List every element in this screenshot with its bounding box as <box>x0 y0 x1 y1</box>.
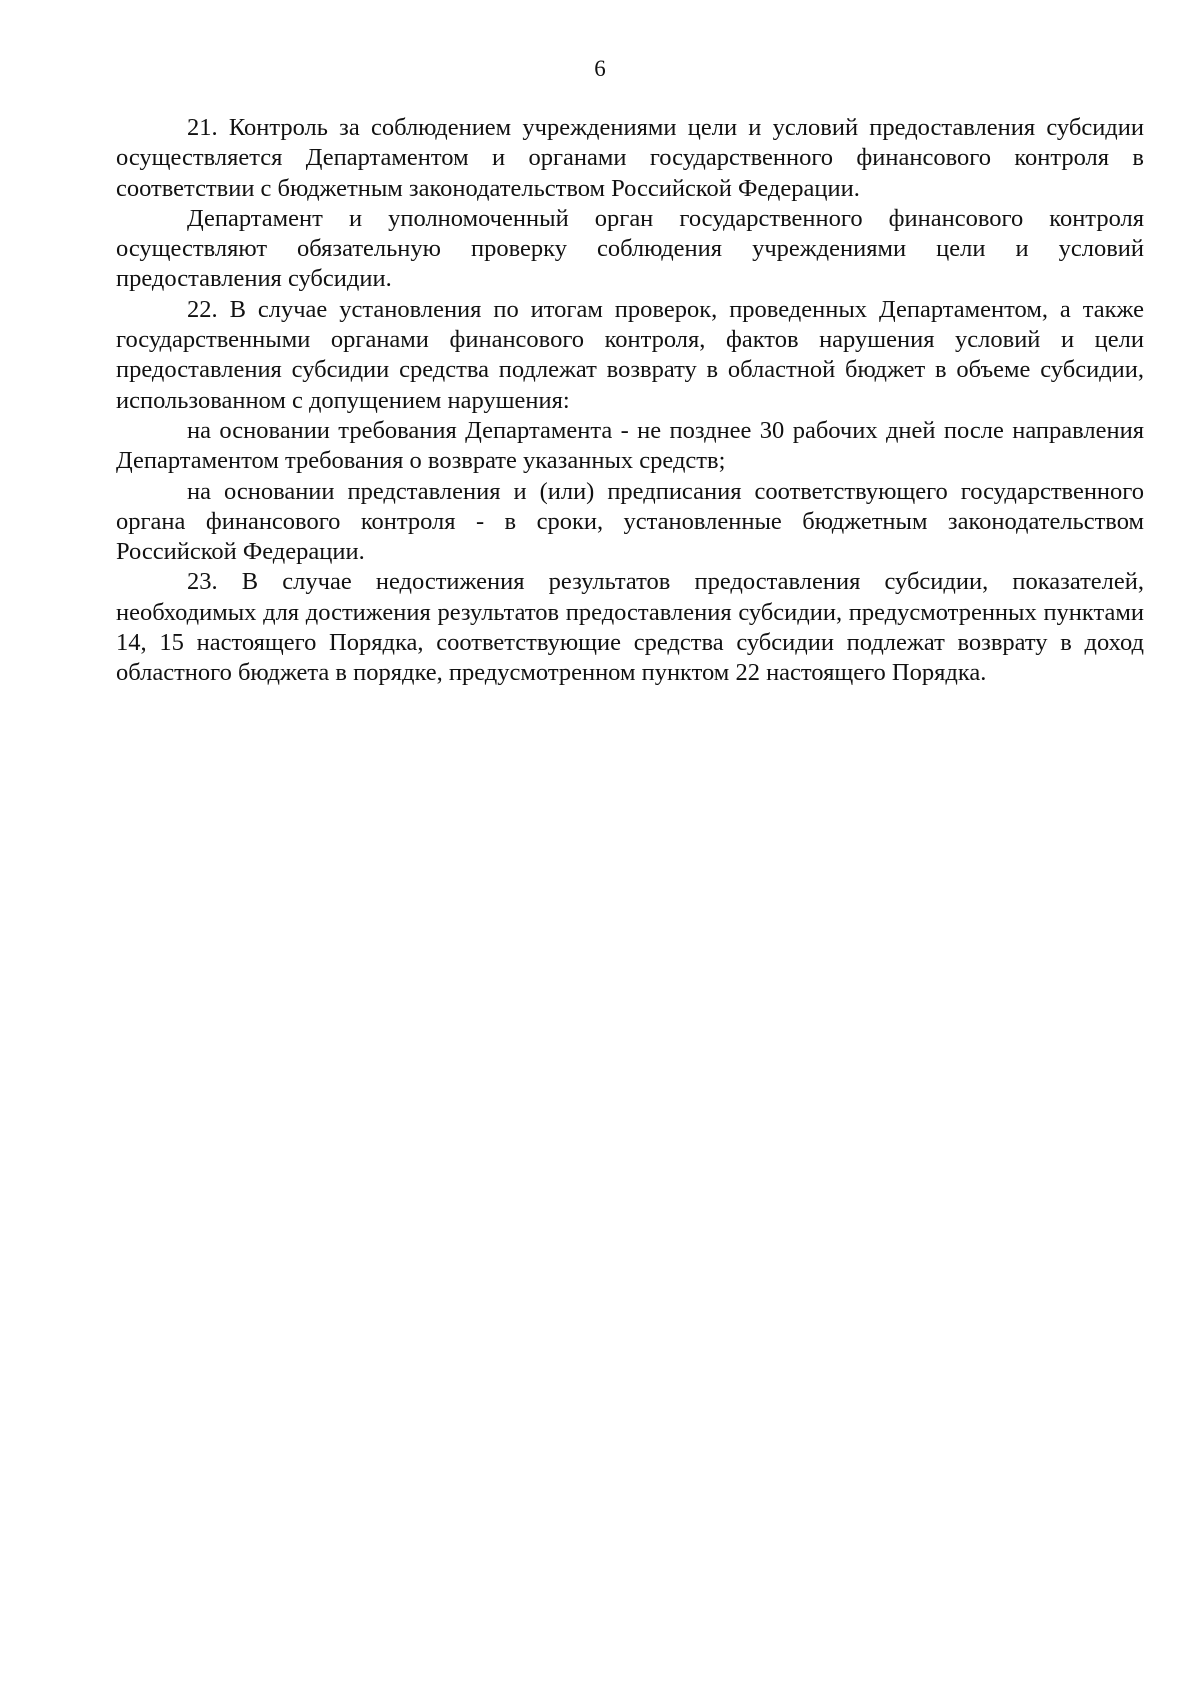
paragraph-22: 22. В случае установления по итогам проверок, проведенных Департаментом, а также государственными органами финансового контроля, фактов нарушения условий и цели предоставления субсидии средства подлежат возврату в областной бюджет в объеме субсидии, использованном с допущением нарушения: <box>116 295 1144 414</box>
paragraph-23: 23. В случае недостижения результатов предоставления субсидии, показателей, необходимых для достижения результатов предоставления субсидии, предусмотренных пунктами 14, 15 настоящего Порядка, соответствующие средства субсидии подлежат возврату в доход областного бюджета в порядке, предусмотренном пунктом 22 настоящего Порядка. <box>116 568 1144 687</box>
page-number: 6 <box>594 56 606 81</box>
document-body <box>116 113 1144 689</box>
paragraph-22-department-demand: на основании требования Департамента - не позднее 30 рабочих дней после направления Департаментом требования о возврате указанных средств; <box>116 416 1144 475</box>
paragraph-21: 21. Контроль за соблюдением учреждениями цели и условий предоставления субсидии осуществляется Департаментом и органами государственного финансового контроля в соответствии с бюджетным законодательством Российской Федерации. <box>116 114 1144 202</box>
paragraph-22-control-order: на основании представления и (или) предписания соответствующего государственного органа финансового контроля - в сроки, установленные бюджетным законодательством Российской Федерации. <box>116 477 1144 566</box>
paragraph-21-verification: Департамент и уполномоченный орган государственного финансового контроля осуществляют обязательную проверку соблюдения учреждениями цели и условий предоставления субсидии. <box>116 204 1144 293</box>
